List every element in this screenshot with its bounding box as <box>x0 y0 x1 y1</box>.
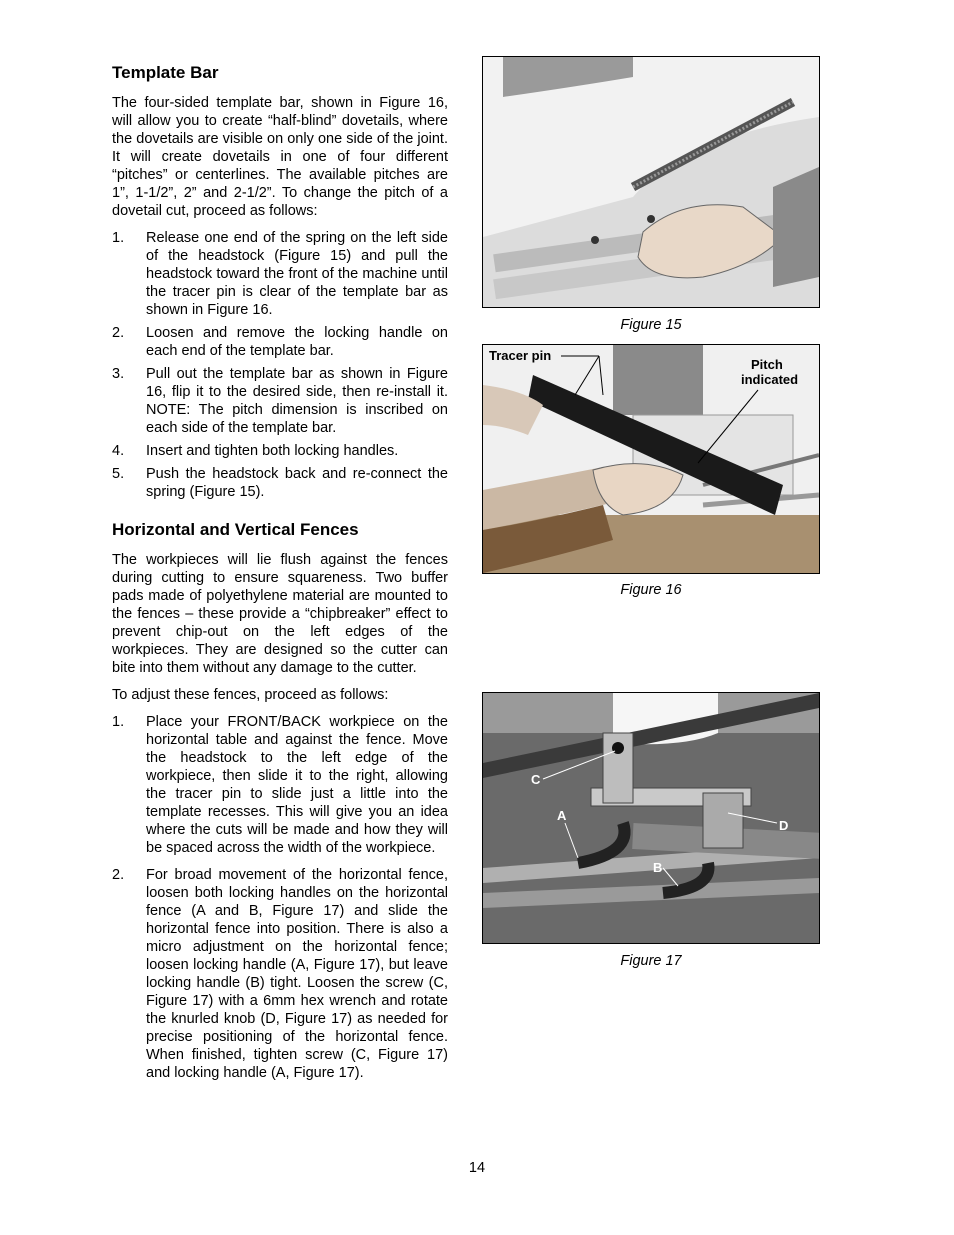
fences-steps <box>112 713 448 1082</box>
step-text: Loosen and remove the locking handle on each end of the template bar. <box>146 325 448 359</box>
left-column <box>112 62 448 1087</box>
fences-lead: To adjust these fences, proceed as follows: <box>112 687 389 703</box>
figure-15-illustration <box>483 57 819 307</box>
figure-16-caption: Figure 16 <box>620 582 682 598</box>
step-number: 5. <box>112 466 125 482</box>
step-number: 1. <box>112 714 125 730</box>
step-number: 3. <box>112 366 125 382</box>
step-text: Release one end of the spring on the left side of the headstock (Figure 15) and pull the headstock toward the front of the machine until the tracer pin is clear of the template bar as shown in Figure 16. <box>146 230 448 318</box>
pitch-indicated-label-line2: indicated <box>741 372 799 387</box>
fig17-label-b: B <box>653 860 663 875</box>
list-item <box>112 465 448 501</box>
template-bar-steps <box>112 229 448 501</box>
step-text: Pull out the template bar as shown in Figure 16, flip it to the desired side, then re-install it. NOTE: The pitch dimension is inscribed on each side of the template bar. <box>146 366 448 436</box>
figure-16-leader-lines <box>483 345 819 573</box>
step-number: 2. <box>112 867 125 883</box>
list-item <box>112 365 448 437</box>
list-item <box>112 442 448 460</box>
section-heading-template-bar: Template Bar <box>112 63 219 82</box>
list-item <box>112 866 448 1082</box>
figure-17-caption: Figure 17 <box>620 953 682 969</box>
fig17-label-d: D <box>779 818 789 833</box>
figure-17-leader-lines <box>483 693 819 943</box>
step-number: 1. <box>112 230 125 246</box>
figure-16-photo <box>482 344 820 574</box>
section-heading-fences: Horizontal and Vertical Fences <box>112 520 359 539</box>
step-text: Push the headstock back and re-connect the spring (Figure 15). <box>146 466 448 500</box>
page-number: 14 <box>468 1160 486 1176</box>
list-item <box>112 324 448 360</box>
list-item <box>112 713 448 857</box>
fig17-label-c: C <box>531 772 541 787</box>
template-bar-intro: The four-sided template bar, shown in Figure 16, will allow you to create “half-blind” dovetails, where the dovetails are visible on only one side of the joint. It will create dovetails in one of four different “pitches” or centerlines. The available pitches are 1”, 1-1/2”, 2” and 2-1/2”. To change the pitch of a dovetail cut, proceed as follows: <box>112 95 448 219</box>
step-text: Place your FRONT/BACK workpiece on the horizontal table and against the fence. Move the headstock to the left edge of the workpiece, then slide it to the right, allowing the tracer pin to slide just a little into the template recesses. This will give you an idea where the cuts will be made and how they will be spaced across the width of the workpiece. <box>146 714 448 856</box>
list-item <box>112 229 448 319</box>
figure-15-caption: Figure 15 <box>620 317 682 333</box>
figure-17-photo <box>482 692 820 944</box>
figure-15-photo <box>482 56 820 308</box>
step-text: For broad movement of the horizontal fence, loosen both locking handles on the horizontal fence (A and B, Figure 17) and slide the horizontal fence into position. There is also a micro adjustment on the horizontal fence; loosen locking handle (A, Figure 17), but leave locking handle (B) tight. Loosen the screw (C, Figure 17) with a 6mm hex wrench and rotate the knurled knob (D, Figure 17) as needed for precise positioning of the horizontal fence. When finished, tighten screw (C, Figure 17) and locking handle (A, Figure 17). <box>146 867 448 1081</box>
step-text: Insert and tighten both locking handles. <box>146 443 399 459</box>
pitch-indicated-label-line1: Pitch <box>751 357 783 372</box>
step-number: 2. <box>112 325 125 341</box>
fig17-label-a: A <box>557 808 567 823</box>
fences-section <box>112 519 448 1082</box>
tracer-pin-label: Tracer pin <box>489 348 552 363</box>
fences-intro: The workpieces will lie flush against the fences during cutting to ensure squareness. Two buffer pads made of polyethylene material are mounted to the fences – these provide a “chipbreaker” effect to prevent chip-out on the left edges of the workpieces. They are designed so the cutter can bite into them without any damage to the cutter. <box>112 552 448 676</box>
step-number: 4. <box>112 443 125 459</box>
